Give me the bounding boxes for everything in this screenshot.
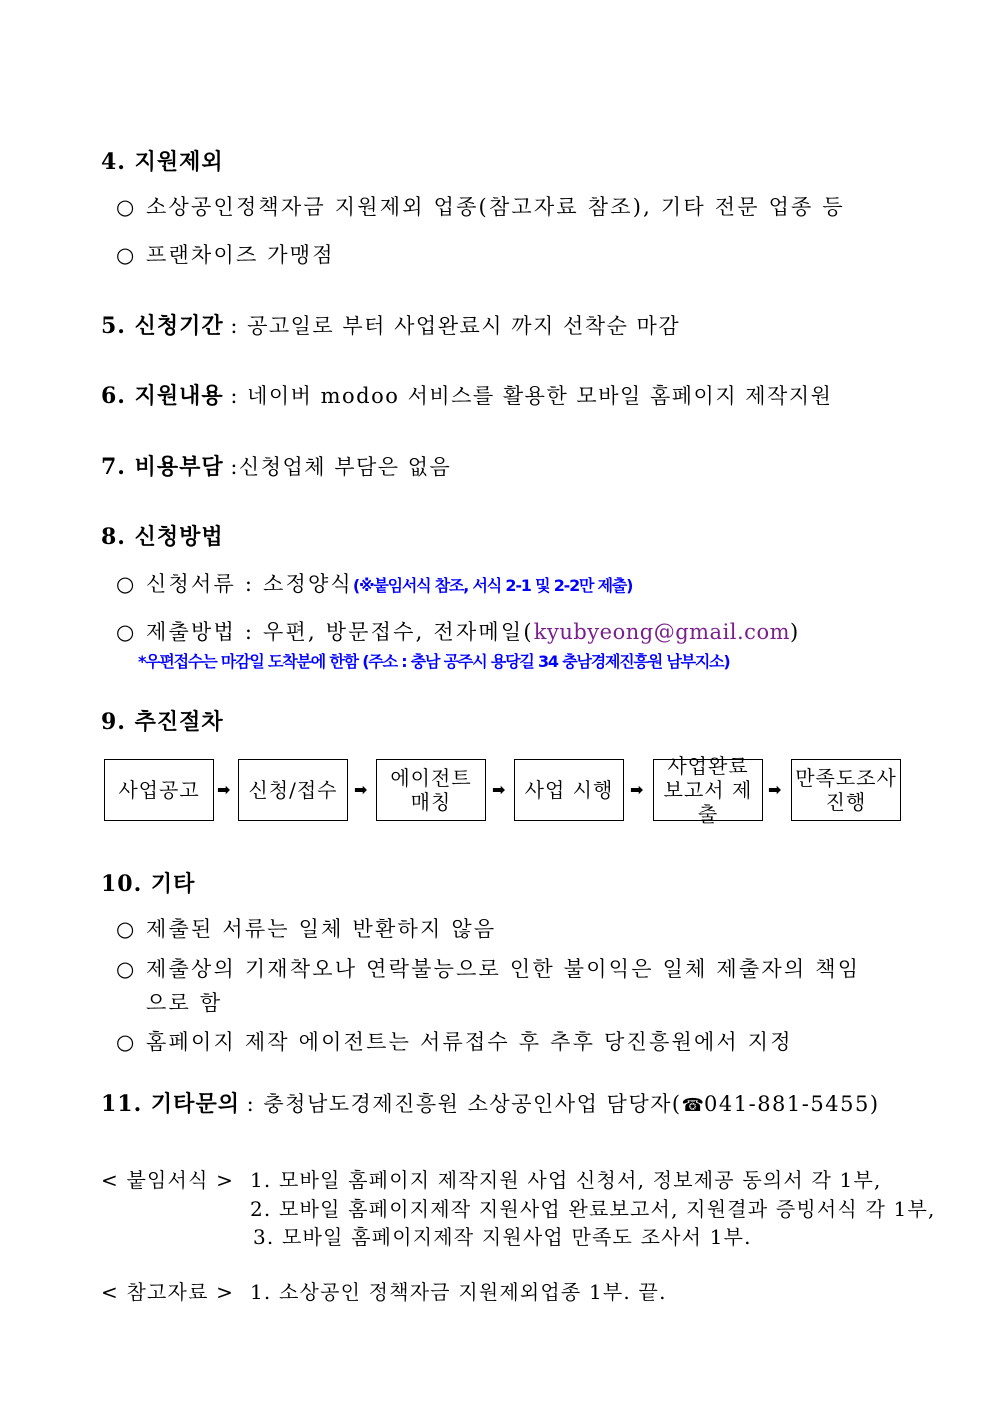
step-label: 사업완료 (667, 754, 749, 778)
bullet-mark: ○ (116, 957, 137, 981)
step-label: 에이전트 (390, 766, 472, 790)
flow-step-satisfaction-survey (791, 759, 901, 821)
arrow-right-icon: ➡ (630, 780, 644, 799)
references-label: < 참고자료 > (101, 1280, 235, 1304)
section-11-title: 11. 기타문의 (101, 1091, 240, 1117)
reference-item-1: 1. 소상공인 정책자금 지원제외업종 1부. 끝. (250, 1280, 667, 1304)
section-10-bullet-2 (116, 953, 860, 983)
section-7 (101, 450, 451, 481)
bullet-text: 홈페이지 제작 에이전트는 서류접수 후 추후 당진흥원에서 지정 (146, 1030, 793, 1054)
section-6 (101, 379, 832, 410)
section-8-submission (116, 616, 800, 646)
arrow-right-icon: ➡ (354, 780, 368, 799)
section-5-title: 5. 신청기간 (101, 313, 224, 339)
step-label: 사업공고 (118, 778, 200, 802)
arrow-right-icon: ➡ (768, 780, 782, 799)
section-4-bullet-2 (116, 239, 335, 269)
bullet-mark: ○ (116, 1030, 137, 1054)
bullet-mark: ○ (116, 620, 137, 644)
bullet-text: 프랜차이즈 가맹점 (146, 243, 335, 267)
step-label-2: 진행 (825, 790, 867, 814)
section-10-title: 10. 기타 (101, 871, 196, 897)
mail-note: *우편접수는 마감일 도착분에 한함 (주소 : 충남 공주시 용당길 34 충남경제진흥원 남부지소) (138, 652, 730, 671)
submission-label: 제출방법 : 우편, 방문접수, 전자메일( (146, 620, 534, 644)
section-6-title: 6. 지원내용 (101, 383, 224, 409)
step-label: 사업 시행 (524, 778, 614, 802)
attachment-item-1: 1. 모바일 홈페이지 제작지원 사업 신청서, 정보제공 동의서 각 1부, (250, 1168, 882, 1192)
section-8-title: 8. 신청방법 (101, 524, 224, 550)
section-10-bullet-1 (116, 913, 496, 943)
section-9-title: 9. 추진절차 (101, 709, 224, 735)
section-10-bullet-2-cont: 으로 함 (146, 991, 223, 1015)
section-5 (101, 309, 680, 340)
section-11-body: : 충청남도경제진흥원 소상공인사업 담당자( (246, 1092, 682, 1116)
step-label-2: 매칭 (410, 790, 452, 814)
flow-step-completion-report (653, 754, 763, 826)
section-7-title: 7. 비용부담 (101, 454, 224, 480)
step-label-2: 보고서 제출 (663, 778, 753, 826)
attachment-item-3: 3. 모바일 홈페이지제작 지원사업 만족도 조사서 1부. (253, 1225, 752, 1249)
arrow-right-icon: ➡ (492, 780, 506, 799)
documents-label: 신청서류 : 소정양식 (146, 572, 353, 596)
bullet-text: 제출된 서류는 일체 반환하지 않음 (146, 917, 497, 941)
flow-step-execution (514, 759, 624, 821)
email-link[interactable]: kyubyeong@gmail.com (533, 620, 790, 644)
step-label: 신청/접수 (248, 778, 338, 802)
documents-note: (※붙임서식 참조, 서식 2-1 및 2-2만 제출) (352, 576, 633, 595)
phone-number: 041-881-5455) (704, 1092, 880, 1116)
flow-step-announcement (104, 759, 214, 821)
flow-step-application (238, 759, 348, 821)
section-11 (101, 1087, 880, 1118)
attachment-item-2: 2. 모바일 홈페이지제작 지원사업 완료보고서, 지원결과 증빙서식 각 1부, (250, 1197, 936, 1221)
bullet-mark: ○ (116, 195, 137, 219)
phone-icon: ☎ (681, 1095, 705, 1116)
section-6-body: : 네이버 modoo 서비스를 활용한 모바일 홈페이지 제작지원 (230, 384, 833, 408)
bullet-text: 소상공인정책자금 지원제외 업종(참고자료 참조), 기타 전문 업종 등 (146, 195, 845, 219)
arrow-right-icon: ➡ (217, 780, 231, 799)
submission-close: ) (790, 620, 801, 644)
section-4-title: 4. 지원제외 (101, 149, 224, 175)
step-label: 만족도조사 (795, 766, 897, 790)
section-7-body: :신청업체 부담은 없음 (230, 455, 452, 479)
section-4-bullet-1 (116, 191, 845, 221)
bullet-text: 제출상의 기재착오나 연락불능으로 인한 불이익은 일체 제출자의 책임 (146, 957, 861, 981)
bullet-mark: ○ (116, 917, 137, 941)
attachments-label: < 붙임서식 > (101, 1168, 235, 1192)
bullet-mark: ○ (116, 243, 137, 267)
bullet-mark: ○ (116, 572, 137, 596)
section-8-documents (116, 568, 632, 598)
flow-step-agent-matching (376, 759, 486, 821)
section-10-bullet-3 (116, 1026, 793, 1056)
section-5-body: : 공고일로 부터 사업완료시 까지 선착순 마감 (230, 314, 681, 338)
